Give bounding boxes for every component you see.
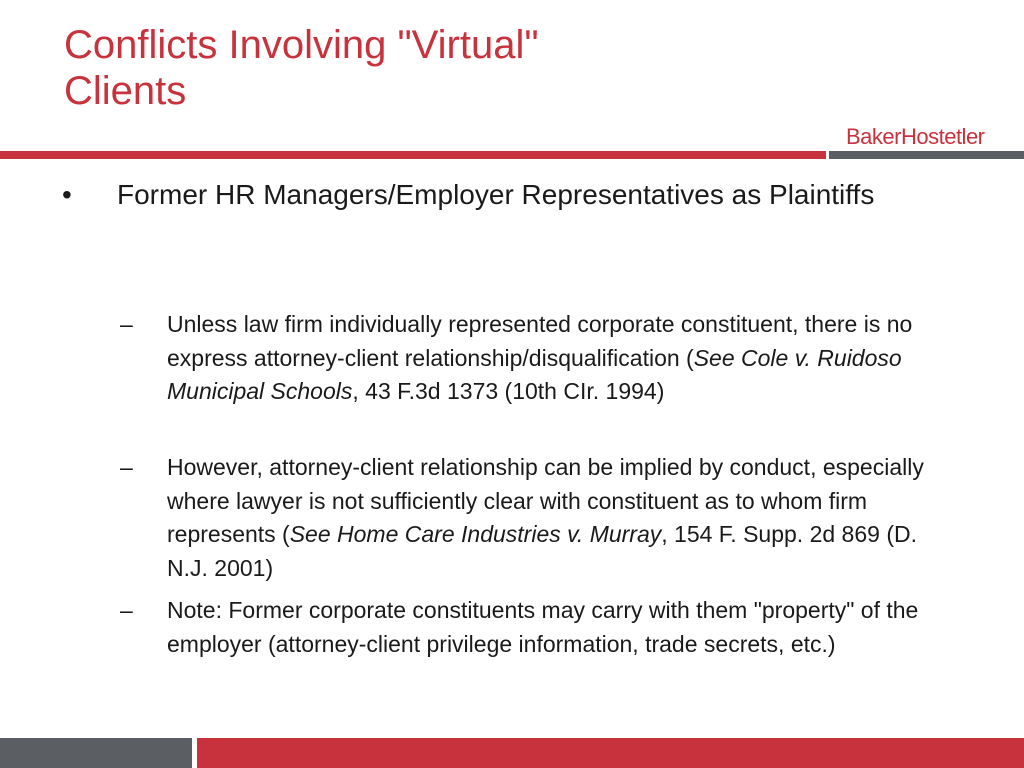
sub-bullet-lead: Unless law firm individually represented corporate constituent, there is no express attorney-client relationship/disqualification ( [167, 311, 913, 371]
bullet-text: Former HR Managers/Employer Representatives as Plaintiffs [117, 179, 875, 210]
sub-bullet-dash: – [120, 311, 133, 337]
sub-bullet-item [120, 451, 960, 585]
sub-bullet-text [167, 308, 960, 409]
sub-bullet-tail: , 154 F. Supp. 2d 869 (D. N.J. 2001) [167, 521, 917, 581]
sub-bullet-lead: Note: Former corporate constituents may carry with them "property" of the employer (attorney-client privilege information, trade secrets, etc.) [167, 597, 919, 657]
slide-title [64, 22, 784, 114]
case-citation: See Cole v. Ruidoso Municipal Schools [167, 344, 902, 404]
slide-title-line-1: Conflicts Involving "Virtual" [64, 23, 539, 67]
footer-bar-gray [0, 738, 192, 768]
sub-bullet-dash: – [120, 454, 133, 480]
sub-bullet-lead: However, attorney-client relationship can be implied by conduct, especially where lawyer is not sufficiently clear with constituent as to whom firm represents ( [167, 454, 924, 547]
case-citation: See Home Care Industries v. Murray [289, 521, 662, 547]
header-rule-gray [829, 151, 1024, 159]
sub-bullet-text [167, 451, 960, 585]
slide-title-line-2: Clients [64, 69, 187, 113]
sub-bullet-item [120, 594, 960, 661]
footer-bar-red [197, 738, 1024, 768]
sub-bullet-item [120, 308, 960, 409]
bakerhostetler-logo: BakerHostetler [846, 124, 985, 149]
sub-bullet-tail: , 43 F.3d 1373 (10th CIr. 1994) [352, 378, 665, 404]
sub-bullet-dash: – [120, 597, 133, 623]
bullet-marker: • [62, 179, 72, 210]
bullet-item [62, 178, 942, 212]
header-rule-red [0, 151, 826, 159]
sub-bullet-text [167, 594, 960, 661]
